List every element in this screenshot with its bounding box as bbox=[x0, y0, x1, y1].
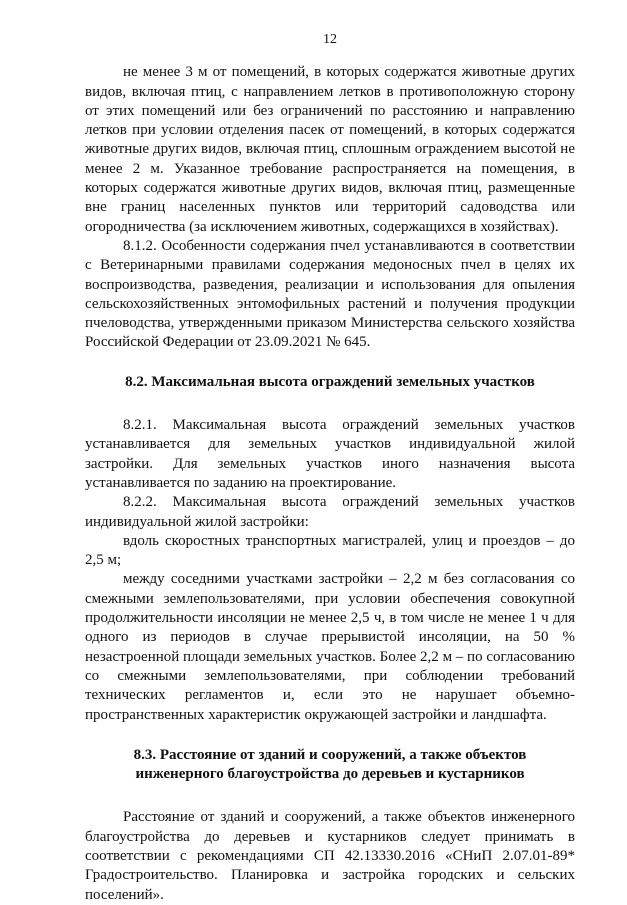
section-8-3-heading bbox=[85, 746, 575, 785]
paragraph-8-2-2: 8.2.2. Максимальная высота ограждений земельных участков индивидуальной жилой застройки: bbox=[85, 494, 575, 530]
spacer bbox=[85, 392, 575, 416]
paragraph-8-3: Расстояние от зданий и сооружений, а также объектов инженерного благоустройства до деревьев и кустарников следует принимать в соответствии с рекомендациями СП 42.13330.2016 «СНиП 2.07.01-89* Градостроительство. Планировка и застройка городских и сельских поселений». bbox=[85, 809, 575, 903]
spacer bbox=[85, 353, 575, 373]
paragraph-8-2-1: 8.2.1. Максимальная высота ограждений земельных участков устанавливается для земельных участков индивидуальной жилой застройки. Для земельных участков иного назначения высота устанавливается по заданию на проектирование. bbox=[85, 417, 575, 491]
section-8-3-heading-line2: инженерного благоустройства до деревьев и кустарников bbox=[135, 766, 525, 783]
paragraph-continuation: не менее 3 м от помещений, в которых содержатся животные других видов, включая птиц, с направлением летков в противоположную сторону от этих помещений или без ограничений по расстоянию и направлению летков при условии отделения пасек от помещений, в которых содержатся животные других видов, включая птиц, сплошным ограждением высотой не менее 2 м. Указанное требование распространяется на помещения, в которых содержатся животные других видов, включая птиц, размещенные вне границ населенных пунктов или территорий садоводства или огородничества (за исключением животных, содержащихся в хозяйствах). bbox=[85, 64, 575, 235]
section-8-2-heading: 8.2. Максимальная высота ограждений земельных участков bbox=[125, 373, 535, 390]
paragraph-8-1-2: 8.1.2. Особенности содержания пчел устанавливаются в соответствии с Ветеринарными правилами содержания медоносных пчел в целях их воспроизводства, разведения, реализации и использования для опыления сельскохозяйственных энтомофильных растений и получения продукции пчеловодства, утвержденными приказом Министерства сельского хозяйства Российской Федерации от 23.09.2021 № 645. bbox=[85, 237, 575, 351]
list-item-highways: вдоль скоростных транспортных магистралей, улиц и проездов – до 2,5 м; bbox=[85, 532, 575, 569]
spacer bbox=[85, 725, 575, 746]
spacer bbox=[85, 784, 575, 808]
page-number: 12 bbox=[323, 32, 337, 47]
section-8-3-heading-line1: 8.3. Расстояние от зданий и сооружений, а также объектов bbox=[133, 746, 527, 763]
list-item-neighbors: между соседними участками застройки – 2,2 м без согласования со смежными землепользователями, при условии обеспечения совокупной продолжительности инсоляции не менее 2,5 ч, в том числе не менее 1 ч для одного из периодов в случае прерывистой инсоляции, на 50 % незастроенной площади земельных участков. Более 2,2 м – по согласованию со смежными землепользователями, при соблюдении требований технических регламентов и, если это не нарушает объемно-пространственных характеристик окружающей застройки и ландшафта. bbox=[85, 571, 575, 723]
